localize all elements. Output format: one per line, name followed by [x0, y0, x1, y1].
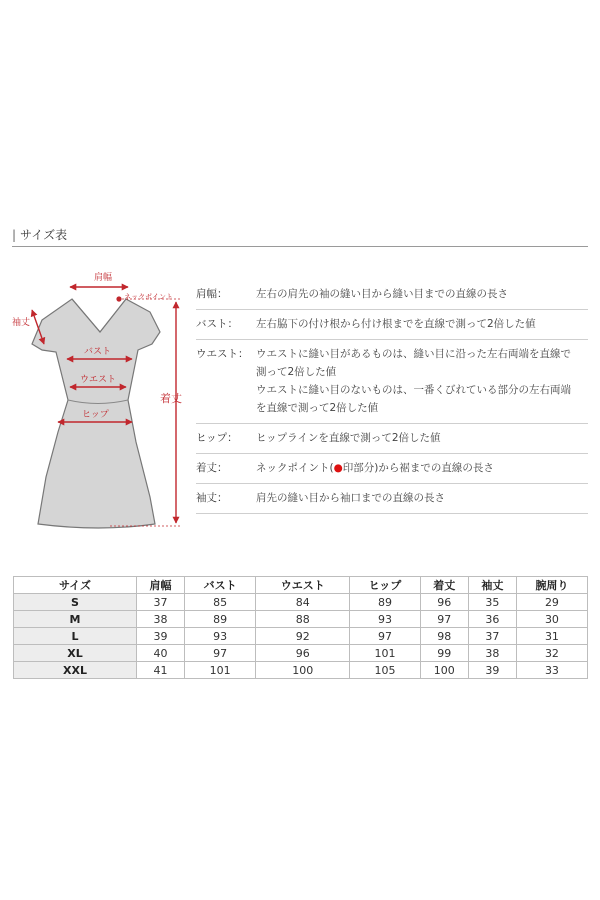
header-cell: 肩幅 [137, 577, 185, 594]
def-term: バスト： [196, 318, 238, 330]
table-cell: 89 [350, 594, 420, 611]
def-text: 肩先の縫い目から袖口までの直線の長さ [256, 492, 445, 504]
table-cell: 84 [256, 594, 350, 611]
table-row [14, 594, 588, 611]
header-cell: 袖丈 [468, 577, 516, 594]
header-cell: ウエスト [256, 577, 350, 594]
def-text: 左右脇下の付け根から付け根までを直線で測って2倍した値 [256, 318, 536, 330]
def-term: ヒップ： [196, 432, 238, 444]
header-cell: バスト [185, 577, 256, 594]
table-cell: 37 [137, 594, 185, 611]
size-label: M [14, 611, 137, 628]
table-cell: 100 [256, 662, 350, 679]
label-shoulder: 肩幅 [94, 273, 113, 283]
label-sleeve: 袖丈 [12, 318, 31, 328]
def-desc [256, 315, 588, 333]
def-text: を直線で測って2倍した値 [256, 402, 379, 414]
table-cell: 33 [516, 662, 587, 679]
table-cell: 97 [350, 628, 420, 645]
def-text: ネックポイント( [256, 462, 334, 474]
label-neck-point: ネックポイント [124, 293, 173, 301]
table-cell: 40 [137, 645, 185, 662]
def-sleeve [196, 484, 588, 514]
def-term: ウエスト： [196, 348, 249, 360]
table-cell: 98 [420, 628, 468, 645]
table-cell: 39 [137, 628, 185, 645]
table-cell: 100 [420, 662, 468, 679]
title-divider [12, 246, 588, 247]
neck-point-dot [116, 296, 121, 301]
table-cell: 97 [185, 645, 256, 662]
table-cell: 88 [256, 611, 350, 628]
def-desc [256, 489, 588, 507]
table-cell: 92 [256, 628, 350, 645]
def-term: 袖丈： [196, 492, 228, 504]
table-cell: 32 [516, 645, 587, 662]
label-bust: バスト [84, 347, 112, 357]
header-cell: サイズ [14, 577, 137, 594]
def-text: ウエストに縫い目のないものは、一番くびれている部分の左右両端 [256, 384, 571, 396]
table-cell: 93 [185, 628, 256, 645]
section-title-text: サイズ表 [20, 228, 68, 242]
table-row [14, 611, 588, 628]
table-cell: 39 [468, 662, 516, 679]
table-cell: 38 [137, 611, 185, 628]
def-text: ウエストに縫い目があるものは、縫い目に沿った左右両端を直線で [256, 348, 571, 360]
section-title [12, 226, 67, 243]
table-cell: 96 [420, 594, 468, 611]
table-cell: 93 [350, 611, 420, 628]
table-cell: 97 [420, 611, 468, 628]
def-text: ヒップラインを直線で測って2倍した値 [256, 432, 441, 444]
size-label: S [14, 594, 137, 611]
table-cell: 29 [516, 594, 587, 611]
red-dot-icon: ● [333, 462, 343, 474]
table-cell: 38 [468, 645, 516, 662]
table-cell: 101 [185, 662, 256, 679]
label-hip: ヒップ [82, 410, 109, 420]
table-row [14, 662, 588, 679]
table-cell: 105 [350, 662, 420, 679]
table-cell: 101 [350, 645, 420, 662]
def-text: 印部分)から裾までの直線の長さ [342, 462, 494, 474]
title-bar: | [12, 228, 17, 242]
header-cell: 腕周り [516, 577, 587, 594]
table-cell: 85 [185, 594, 256, 611]
label-length: 着丈 [160, 392, 182, 405]
def-desc [256, 429, 588, 447]
table-cell: 41 [137, 662, 185, 679]
size-table-header [14, 577, 588, 594]
size-label: L [14, 628, 137, 645]
size-table [13, 576, 588, 679]
def-term: 肩幅： [196, 288, 228, 300]
size-label: XXL [14, 662, 137, 679]
def-term: 着丈： [196, 462, 228, 474]
def-bust [196, 310, 588, 340]
dress-diagram [10, 262, 190, 537]
size-label: XL [14, 645, 137, 662]
table-cell: 35 [468, 594, 516, 611]
def-shoulder [196, 280, 588, 310]
def-text: 測って2倍した値 [256, 366, 337, 378]
table-row [14, 628, 588, 645]
table-cell: 96 [256, 645, 350, 662]
table-row [14, 645, 588, 662]
def-desc [256, 345, 588, 417]
table-cell: 31 [516, 628, 587, 645]
def-length [196, 454, 588, 484]
label-waist: ウエスト [80, 375, 117, 385]
table-cell: 99 [420, 645, 468, 662]
def-desc [256, 459, 588, 477]
def-waist [196, 340, 588, 424]
header-cell: 着丈 [420, 577, 468, 594]
measurement-definitions [196, 280, 588, 514]
def-desc [256, 285, 588, 303]
table-cell: 36 [468, 611, 516, 628]
table-cell: 89 [185, 611, 256, 628]
table-cell: 37 [468, 628, 516, 645]
def-hip [196, 424, 588, 454]
def-text: 左右の肩先の袖の縫い目から縫い目までの直線の長さ [256, 288, 508, 300]
header-cell: ヒップ [350, 577, 420, 594]
table-cell: 30 [516, 611, 587, 628]
